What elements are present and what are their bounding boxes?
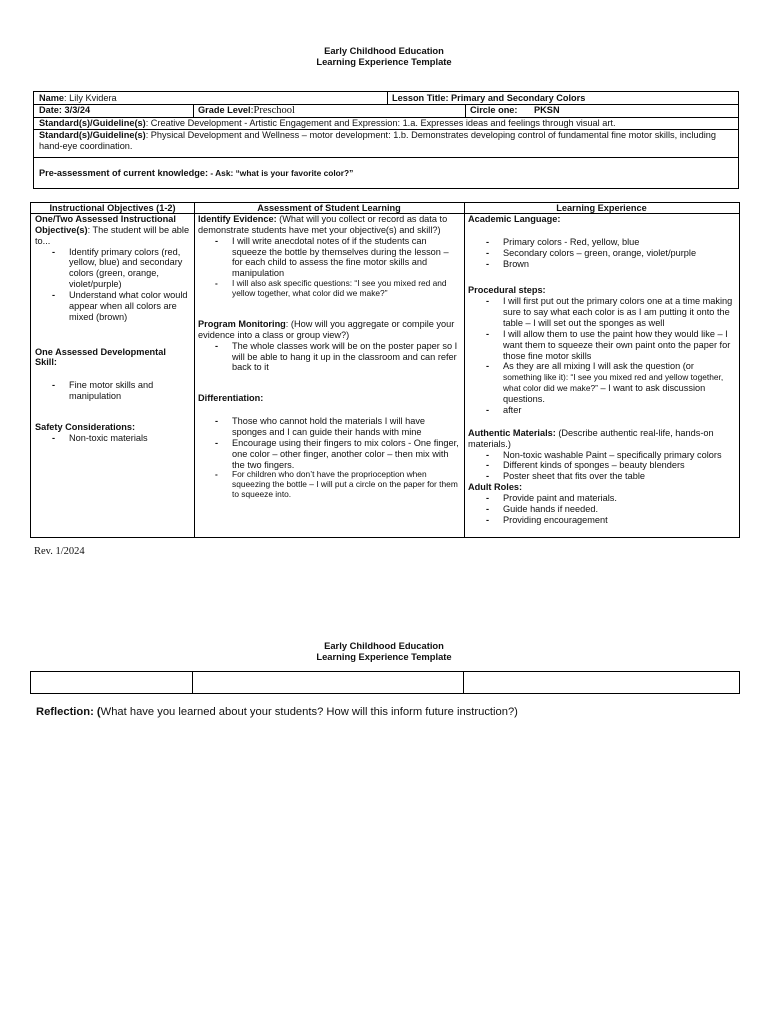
objectives-intro: One/Two Assessed Instructional Objective(s): The student will be able to... bbox=[35, 214, 190, 246]
list-item: - Different kinds of sponges – beauty blenders bbox=[468, 460, 735, 471]
list-item: - Brown bbox=[468, 259, 735, 270]
reflection-prompt bbox=[36, 706, 518, 719]
list-item: - For children who don’t have the proprioception when squeezing the bottle – I will put a circle on the paper for them to squeeze into. bbox=[198, 470, 460, 500]
list-item: - I will first put out the primary colors one at a time making sure to say what each color is as I am putting it onto the table – I will set out the sponges as well bbox=[468, 296, 735, 329]
procedural-steps-list bbox=[468, 296, 735, 416]
title-line-1: Early Childhood Education bbox=[324, 640, 444, 651]
objectives-list bbox=[35, 247, 190, 323]
column-assessment bbox=[194, 203, 465, 537]
list-item: - I will write anecdotal notes of if the students can squeeze the bottle by themselves during the lesson – for each child to assess the fine motor skills and manipulation bbox=[198, 236, 460, 279]
page-2-title bbox=[0, 640, 768, 662]
name-value: : Lily Kvidera bbox=[64, 93, 117, 103]
list-item: - I will also ask specific questions: “I see you mixed red and yellow together, what color did we make?” bbox=[198, 279, 460, 299]
list-item: - Fine motor skills and manipulation bbox=[35, 380, 190, 402]
standard-2: Standard(s)/Guideline(s): Physical Development and Wellness – motor development: 1.b. Demonstrates developing control of fundamental fine motor skills, including hand-eye coordination. bbox=[39, 130, 716, 151]
title-line-2: Learning Experience Template bbox=[316, 56, 452, 67]
academic-language-list bbox=[468, 237, 735, 270]
list-item: - Primary colors - Red, yellow, blue bbox=[468, 237, 735, 248]
column-header-objectives: Instructional Objectives (1-2) bbox=[31, 203, 194, 214]
grade-value: :Preschool bbox=[250, 105, 295, 116]
page-title bbox=[0, 45, 768, 67]
grade-level-field bbox=[195, 105, 298, 117]
list-item: - I will allow them to use the paint how they would like – I want them to squeeze their own paint onto the paper for those fine motor skills bbox=[468, 329, 735, 362]
date-field: Date: 3/3/24 bbox=[39, 105, 91, 115]
column-header-learning: Learning Experience bbox=[464, 203, 739, 214]
list-item: - Guide hands if needed. bbox=[468, 504, 735, 515]
list-item: - Secondary colors – green, orange, violet/purple bbox=[468, 248, 735, 259]
academic-language-label: Academic Language: bbox=[468, 214, 561, 224]
adult-roles-label: Adult Roles: bbox=[468, 482, 523, 493]
standard-1: Standard(s)/Guideline(s): Creative Development - Artistic Engagement and Expression: 1.a. Expresses ideas and feelings through visual art. bbox=[39, 118, 616, 128]
evidence-intro: Identify Evidence: (What will you collect or record as data to demonstrate students have met your objective(s) and skill?) bbox=[198, 214, 448, 235]
evidence-list bbox=[198, 236, 460, 299]
circle-label: Circle one: bbox=[470, 105, 518, 115]
list-item: - The whole classes work will be on the poster paper so I will be able to hang it up in the classroom and can refer back to it bbox=[198, 341, 460, 374]
column-objectives bbox=[31, 203, 195, 537]
list-item: - Encourage using their fingers to mix colors - One finger, one color – other finger, another color – then mix with the two fingers. bbox=[198, 438, 460, 471]
list-item: - Poster sheet that fits over the table bbox=[468, 471, 735, 482]
header-table bbox=[33, 91, 739, 189]
circle-value: PKSN bbox=[534, 105, 560, 115]
title-line-1: Early Childhood Education bbox=[324, 45, 444, 56]
list-item: - As they are all mixing I will ask the question (or something like it): “I see you mixed red and yellow together, what color did we make?” – I want to ask discussion questions. bbox=[468, 361, 735, 405]
list-item: - Non-toxic washable Paint – specifically primary colors bbox=[468, 450, 735, 461]
name-label: Name bbox=[39, 93, 65, 103]
list-item: - Providing encouragement bbox=[468, 515, 735, 526]
procedural-steps-label: Procedural steps: bbox=[468, 285, 546, 296]
dev-skill-label: One Assessed Developmental Skill: bbox=[35, 346, 166, 368]
differentiation-label: Differentiation: bbox=[198, 393, 264, 404]
differentiation-list bbox=[198, 416, 460, 500]
list-item: - Those who cannot hold the materials I will have sponges and I can guide their hands with mine bbox=[198, 416, 460, 438]
main-table bbox=[30, 202, 740, 538]
safety-label: Safety Considerations: bbox=[35, 422, 136, 433]
list-item: - Understand what color would appear when all colors are mixed (brown) bbox=[35, 290, 190, 323]
page-2-table bbox=[30, 671, 740, 694]
lesson-title: Lesson Title: Primary and Secondary Colors bbox=[392, 93, 586, 103]
column-header-assessment: Assessment of Student Learning bbox=[194, 203, 464, 214]
reflection-text: What have you learned about your students? How will this inform future instruction?) bbox=[100, 706, 518, 718]
list-item: - Non-toxic materials bbox=[35, 433, 190, 444]
reflection-label: Reflection: ( bbox=[36, 706, 101, 718]
authentic-materials-intro: Authentic Materials: (Describe authentic real-life, hands-on materials.) bbox=[468, 427, 714, 449]
name-field bbox=[36, 93, 120, 104]
safety-list bbox=[35, 433, 190, 444]
list-item: - Identify primary colors (red, yellow, blue) and secondary colors (green, orange, violet/purple) bbox=[35, 247, 190, 290]
column-learning-experience bbox=[464, 203, 739, 537]
title-line-2: Learning Experience Template bbox=[316, 651, 452, 662]
list-item: - after bbox=[468, 405, 735, 416]
adult-roles-list bbox=[468, 493, 735, 526]
monitoring-intro: Program Monitoring: (How will you aggregate or compile your evidence into a class or group view?) bbox=[198, 318, 455, 340]
dev-skill-list bbox=[35, 380, 190, 402]
pre-assessment: Pre-assessment of current knowledge: - Ask: “what is your favorite color?” bbox=[39, 168, 354, 178]
authentic-materials-list bbox=[468, 450, 735, 483]
monitoring-list bbox=[198, 341, 460, 374]
revision-note: Rev. 1/2024 bbox=[34, 546, 85, 557]
circle-one-field bbox=[467, 105, 563, 116]
list-item: - Provide paint and materials. bbox=[468, 493, 735, 504]
grade-label: Grade Level bbox=[198, 105, 251, 115]
